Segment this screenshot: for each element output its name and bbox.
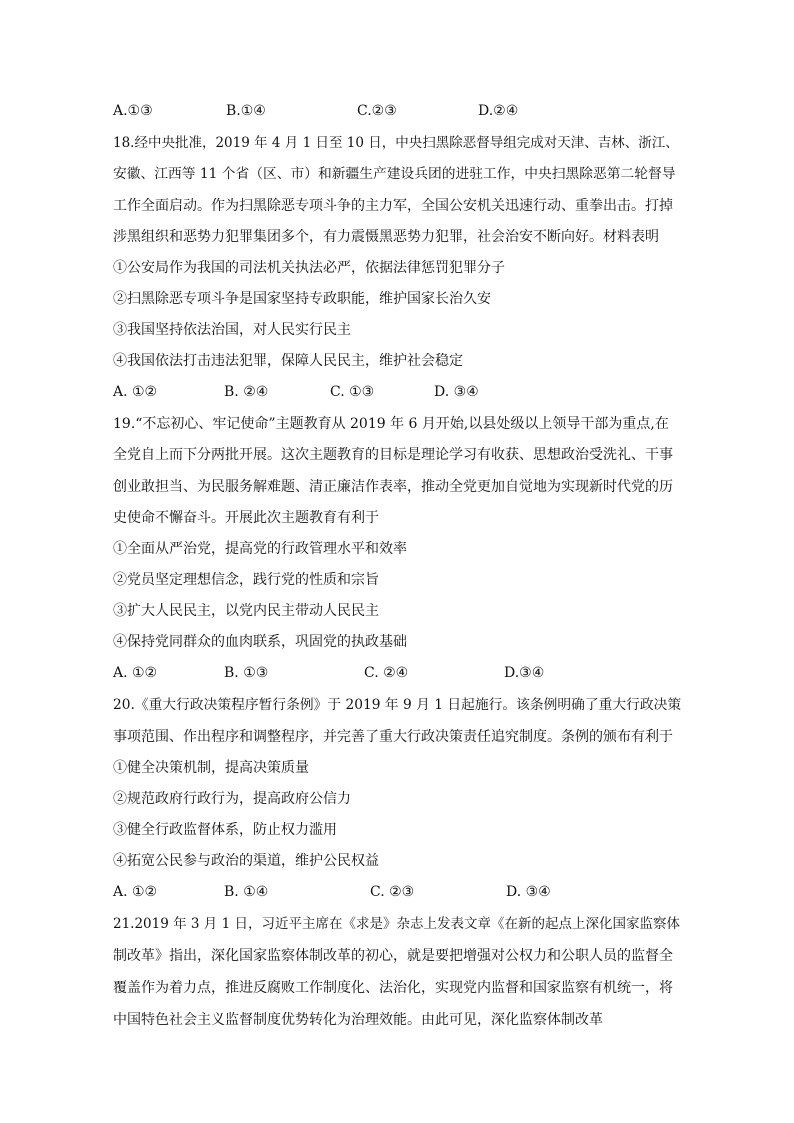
q17-option-b: B.①④ bbox=[226, 103, 266, 119]
q20-statement-4: ④拓宽公民参与政治的渠道，维护公民权益 bbox=[113, 853, 379, 869]
q17-option-a: A.①③ bbox=[113, 103, 153, 119]
q20-statement-1: ①健全决策机制，提高决策质量 bbox=[113, 760, 309, 776]
q21-stem-line-2: 制改革》指出，深化国家监察体制改革的初心，就是要把增强对公权力和公职人员的监督全 bbox=[113, 948, 673, 964]
q19-options bbox=[113, 663, 613, 683]
q20-statement-3: ③健全行政监督体系，防止权力滥用 bbox=[113, 822, 337, 838]
q19-statement-3: ③扩大人民民主，以党内民主带动人民民主 bbox=[113, 603, 379, 619]
q20-option-d: D. ③④ bbox=[506, 884, 551, 900]
q18-options bbox=[113, 382, 613, 402]
q18-option-a: A. ①② bbox=[113, 384, 158, 400]
q20-option-a: A. ①② bbox=[113, 884, 158, 900]
q19-stem-line-4: 史使命不懈奋斗。开展此次主题教育有利于 bbox=[113, 510, 379, 526]
q21-stem-line-3: 覆盖作为着力点，推进反腐败工作制度化、法治化，实现党内监督和国家监察有机统一，将 bbox=[113, 980, 673, 996]
q19-option-a: A. ①② bbox=[113, 665, 158, 681]
q19-option-c: C. ②④ bbox=[364, 665, 409, 681]
q21-stem-line-4: 中国特色社会主义监督制度优势转化为治理效能。由此可见，深化监察体制改革 bbox=[113, 1012, 603, 1028]
q19-option-d: D.③④ bbox=[504, 665, 545, 681]
q18-stem-line-3: 工作全面启动。作为扫黑除恶专项斗争的主力军，全国公安机关迅速行动、重拳出击。打掉 bbox=[113, 198, 673, 214]
q20-statement-2: ②规范政府行政行为，提高政府公信力 bbox=[113, 791, 351, 807]
q20-options bbox=[113, 882, 613, 902]
q19-option-b: B. ①③ bbox=[224, 665, 269, 681]
q19-statement-1: ①全面从严治党，提高党的行政管理水平和效率 bbox=[113, 541, 407, 557]
q17-option-d: D.②④ bbox=[478, 103, 519, 119]
q18-statement-2: ②扫黑除恶专项斗争是国家坚持专政职能，维护国家长治久安 bbox=[113, 291, 491, 307]
q19-stem-line-1: 19.“不忘初心、牢记使命”主题教育从 2019 年 6 月开始,以县处级以上领导干部为重点,在 bbox=[113, 416, 669, 432]
q20-option-b: B. ①④ bbox=[224, 884, 269, 900]
q17-option-c: C.②③ bbox=[357, 103, 397, 119]
q20-option-c: C. ②③ bbox=[370, 884, 415, 900]
q19-statement-2: ②党员坚定理想信念，践行党的性质和宗旨 bbox=[113, 572, 379, 588]
q17-options bbox=[113, 101, 613, 121]
q19-stem-line-3: 创业敢担当、为民服务解难题、清正廉洁作表率，推动全党更加自觉地为实现新时代党的历 bbox=[113, 479, 673, 495]
q18-stem-line-1: 18.经中央批准，2019 年 4 月 1 日至 10 日，中央扫黑除恶督导组完成对天津、吉林、浙江、 bbox=[113, 135, 679, 151]
q18-stem-line-2: 安徽、江西等 11 个省（区、市）和新疆生产建设兵团的进驻工作，中央扫黑除恶第二轮督导 bbox=[113, 166, 676, 182]
q19-stem-line-2: 全党自上而下分两批开展。这次主题教育的目标是理论学习有收获、思想政治受洗礼、干事 bbox=[113, 447, 673, 463]
q18-stem-line-4: 涉黑组织和恶势力犯罪集团多个，有力震慑黑恶势力犯罪，社会治安不断向好。材料表明 bbox=[113, 229, 659, 245]
q18-option-d: D. ③④ bbox=[434, 384, 479, 400]
q18-statement-3: ③我国坚持依法治国，对人民实行民主 bbox=[113, 322, 351, 338]
q20-stem-line-2: 事项范围、作出程序和调整程序，并完善了重大行政决策责任追究制度。条例的颁布有利于 bbox=[113, 729, 673, 745]
q18-statement-1: ①公安局作为我国的司法机关执法必严，依据法律惩罚犯罪分子 bbox=[113, 260, 505, 276]
q18-statement-4: ④我国依法打击违法犯罪，保障人民民主，维护社会稳定 bbox=[113, 353, 463, 369]
q18-option-b: B. ②④ bbox=[224, 384, 269, 400]
q19-statement-4: ④保持党同群众的血肉联系，巩固党的执政基础 bbox=[113, 634, 407, 650]
q20-stem-line-1: 20.《重大行政决策程序暂行条例》于 2019 年 9 月 1 日起施行。该条例明确了重大行政决策 bbox=[113, 697, 682, 713]
q21-stem-line-1: 21.2019 年 3 月 1 日，习近平主席在《求是》杂志上发表文章《在新的起点上深化国家监察体 bbox=[113, 916, 680, 932]
q18-option-c: C. ①③ bbox=[330, 384, 375, 400]
